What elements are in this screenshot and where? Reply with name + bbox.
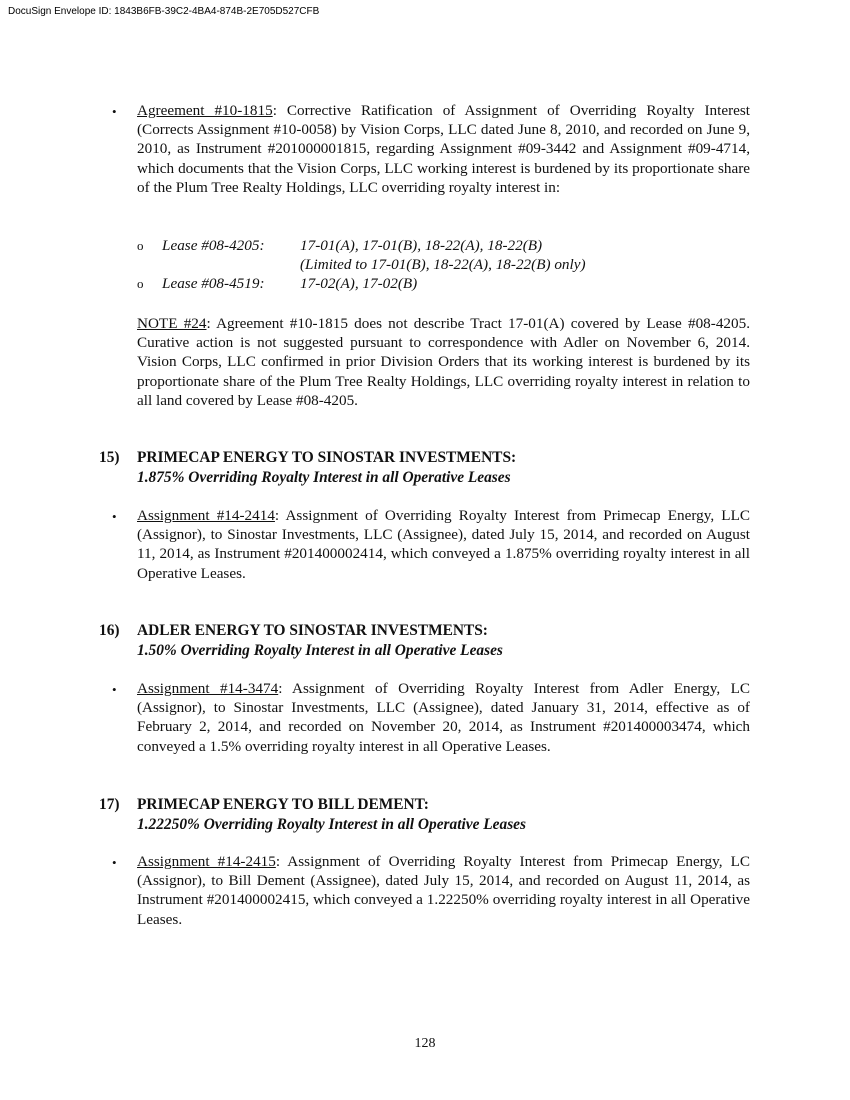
agreement-text: : Corrective Ratification of Assignment of Overriding Royalty Interest (Corrects Assignment #10-0058) by Vision Corps, LLC dated June 8, 2010, and recorded on June 9, 2010, as Instrument #201000001815, regarding Assignment #09-3442 and Assignment #09-4714, which documents that the Vision Corps, LLC working interest is burdened by its proportionate share of the Plum Tree Realty Holdings, LLC overriding royalty interest in: (137, 102, 750, 196)
note-paragraph (137, 314, 750, 410)
bullet-icon: • (112, 682, 117, 697)
section-subtitle: 1.50% Overriding Royalty Interest in all Operative Leases (137, 641, 503, 659)
docusign-envelope-id: DocuSign Envelope ID: 1843B6FB-39C2-4BA4-874B-2E705D527CFB (8, 6, 320, 17)
assignment-label: Assignment #14-2414 (137, 507, 275, 524)
lease-row (137, 236, 750, 255)
section-number: 16) (99, 622, 120, 639)
section-heading (137, 795, 750, 834)
section-number: 15) (99, 449, 120, 466)
section-heading (137, 621, 750, 660)
bullet-icon: • (112, 104, 117, 119)
assignment-text: : Assignment of Overriding Royalty Interest from Primecap Energy, LC (Assignor), to Bill Dement (Assignee), dated July 15, 2014, and recorded on August 11, 2014, as Instrument #201400002415, which conveyed a 1.22250% overriding royalty interest in all Operative Leases. (137, 853, 751, 928)
sub-bullet-icon: o (137, 276, 144, 292)
note-label: NOTE #24 (137, 315, 207, 332)
lease-tracts: 17-02(A), 17-02(B) (300, 275, 418, 293)
section-title: PRIMECAP ENERGY TO SINOSTAR INVESTMENTS: (137, 449, 517, 466)
assignment-paragraph (137, 506, 750, 583)
lease-row-note (137, 255, 750, 274)
lease-list (137, 236, 750, 294)
bullet-icon: • (112, 509, 117, 524)
assignment-paragraph (137, 679, 750, 756)
section-subtitle: 1.22250% Overriding Royalty Interest in all Operative Leases (137, 815, 527, 833)
lease-number: Lease #08-4519: (162, 275, 265, 293)
section-title: ADLER ENERGY TO SINOSTAR INVESTMENTS: (137, 622, 488, 639)
lease-tracts: 17-01(A), 17-01(B), 18-22(A), 18-22(B) (300, 237, 543, 254)
section-number: 17) (99, 796, 120, 813)
agreement-label: Agreement #10-1815 (137, 102, 273, 119)
lease-limit-note: (Limited to 17-01(B), 18-22(A), 18-22(B) only) (300, 256, 586, 274)
agreement-paragraph (137, 101, 750, 197)
note-text: : Agreement #10-1815 does not describe Tract 17-01(A) covered by Lease #08-4205. Curative action is not suggested pursuant to correspondence with Adler on November 6, 2014. Vision Corps, LLC confirmed in prior Division Orders that its working interest is burdened by its proportionate share of the Plum Tree Realty Holdings, LLC overriding royalty interest in relation to all land covered by Lease #08-4205. (137, 315, 750, 409)
assignment-text: : Assignment of Overriding Royalty Interest from Adler Energy, LC (Assignor), to Sinostar Investments, LLC (Assignee), dated January 31, 2014, effective as of February 2, 2014, and recorded on November 20, 2014, as Instrument #201400003474, which conveyed a 1.5% overriding royalty interest in all Operative Leases. (137, 680, 750, 755)
assignment-text: : Assignment of Overriding Royalty Interest from Primecap Energy, LLC (Assignor), to Sinostar Investments, LLC (Assignee), dated July 15, 2014, and recorded on August 11, 2014, as Instrument #201400002414, which conveyed a 1.875% overriding royalty interest in all Operative Leases. (137, 507, 750, 582)
bullet-icon: • (112, 855, 117, 870)
lease-number: Lease #08-4205: (162, 237, 265, 254)
section-subtitle: 1.875% Overriding Royalty Interest in all Operative Leases (137, 468, 511, 486)
assignment-paragraph (137, 852, 750, 929)
page-number: 128 (414, 1036, 436, 1051)
sub-bullet-icon: o (137, 238, 144, 253)
assignment-label: Assignment #14-2415 (137, 853, 276, 870)
assignment-label: Assignment #14-3474 (137, 680, 279, 697)
section-title: PRIMECAP ENERGY TO BILL DEMENT: (137, 796, 429, 813)
section-heading (137, 448, 750, 487)
lease-row (137, 274, 750, 293)
